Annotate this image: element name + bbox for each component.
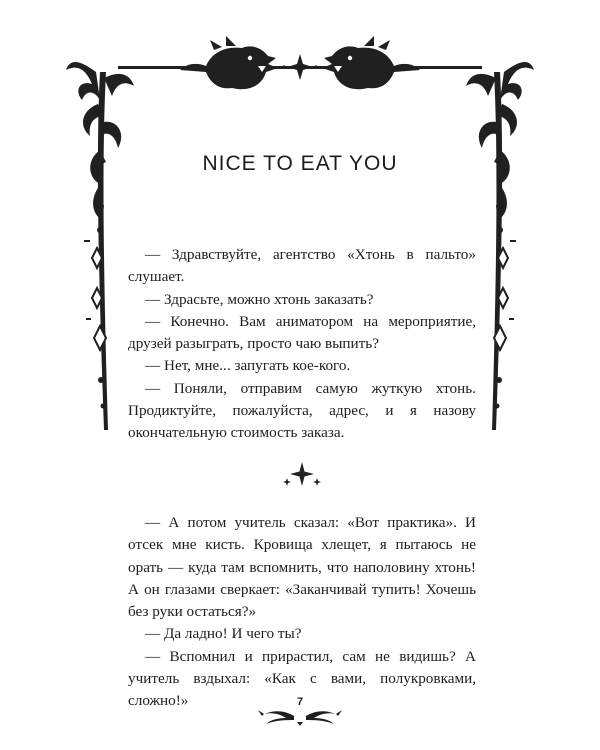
dialogue-block-1 <box>128 244 476 445</box>
chapter-title: NICE TO EAT YOU <box>202 152 398 175</box>
dialogue-line: — Здравствуйте, агентство «Хтонь в пальто» слушает. <box>128 246 476 286</box>
dialogue-line: — Конечно. Вам аниматором на мероприятие, друзей разыграть, просто чаю выпить? <box>128 312 476 353</box>
dialogue-line: — Здрасьте, можно хтонь заказать? <box>145 290 374 308</box>
right-creature-head-icon <box>322 36 420 89</box>
dialogue-block-2 <box>128 512 476 713</box>
dialogue-line: — Да ладно! И чего ты? <box>145 625 302 643</box>
dialogue-line: — Поняли, отправим самую жуткую хтонь. Продиктуйте, пожалуйста, адрес, и я назову окончательную стоимость заказа. <box>128 379 476 442</box>
left-creature-head-icon <box>180 36 278 89</box>
dialogue-line: — Вспомнил и прирастил, сам не видишь? А учитель вздыхал: «Как с вами, полукровками, сложно!» <box>128 647 476 710</box>
dialogue-line: — А потом учитель сказал: «Вот практика». И отсек мне кисть. Кровища хлещет, я пытаюсь не орать — куда там вспомнить, что наполовину хтонь! А он глазами сверкает: «Заканчивай тупить! Хочешь без руки остаться?» <box>128 514 476 621</box>
scene-break-star-icon <box>282 460 322 488</box>
dialogue-line: — Нет, мне... запугать кое-кого. <box>145 357 351 375</box>
page-number: 7 <box>296 696 304 708</box>
top-star-icon <box>282 54 317 80</box>
